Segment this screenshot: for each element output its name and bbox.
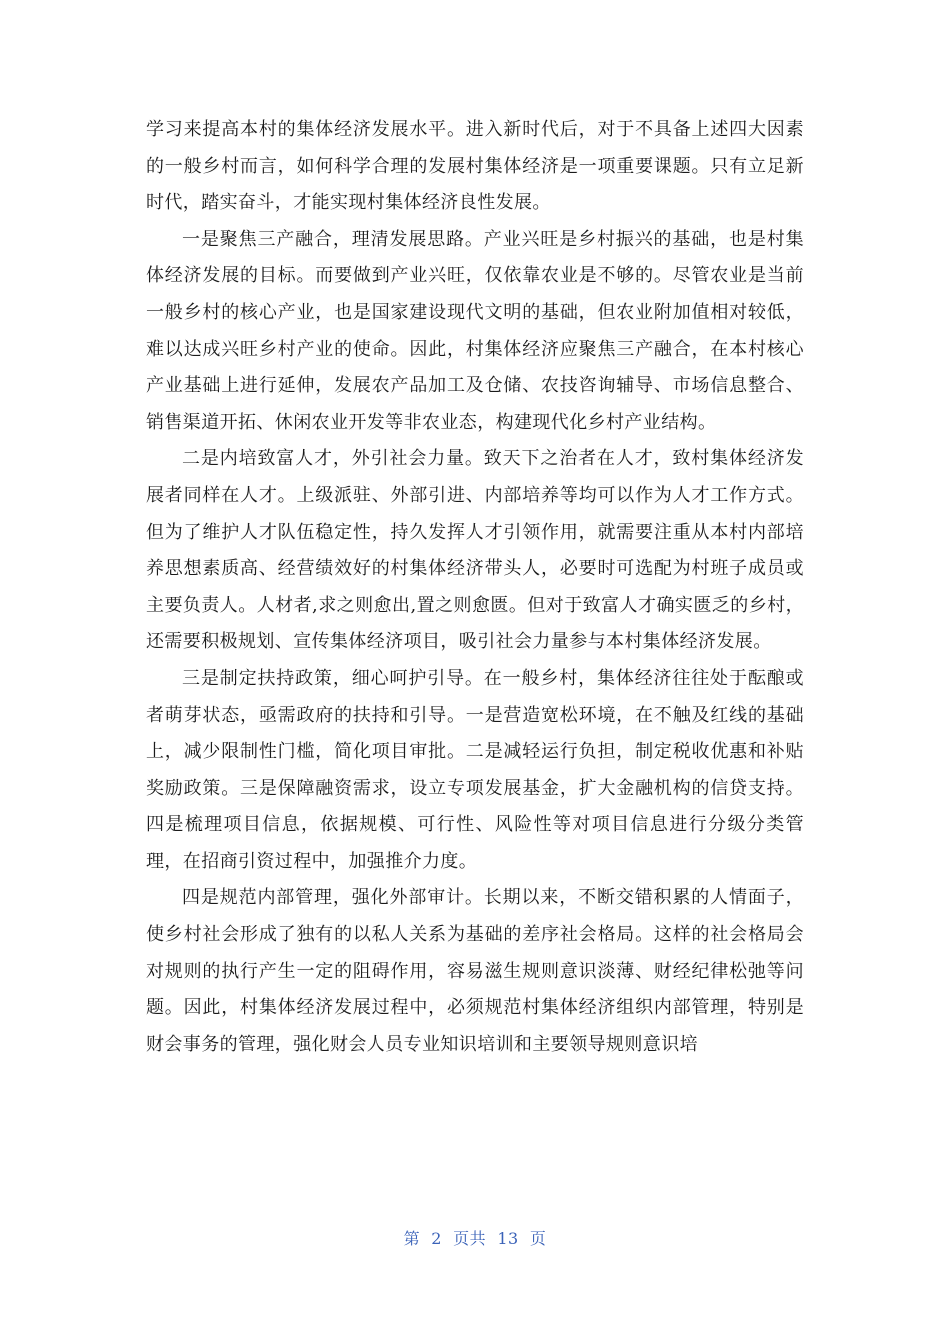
page-number-footer: 第 2 页共 13 页 [403, 1229, 547, 1248]
paragraph-point-one: 一是聚焦三产融合，理清发展思路。产业兴旺是乡村振兴的基础，也是村集体经济发展的目标。而要做到产业兴旺，仅依靠农业是不够的。尽管农业是当前一般乡村的核心产业，也是国家建设现代文明的基础，但农业附加值相对较低，难以达成兴旺乡村产业的使命。因此，村集体经济应聚焦三产融合，在本村核心产业基础上进行延伸，发展农产品加工及仓储、农技咨询辅导、市场信息整合、销售渠道开拓、休闲农业开发等非农业态，构建现代化乡村产业结构。 [146, 228, 804, 433]
document-body [146, 112, 804, 1063]
paragraph-point-four: 四是规范内部管理，强化外部审计。长期以来，不断交错积累的人情面子，使乡村社会形成了独有的以私人关系为基础的差序社会格局。这样的社会格局会对规则的执行产生一定的阻碍作用，容易滋生规则意识淡薄、财经纪律松弛等问题。因此，村集体经济发展过程中，必须规范村集体经济组织内部管理，特别是财会事务的管理，强化财会人员专业知识培训和主要领导规则意识培 [146, 887, 804, 1055]
paragraph-point-three: 三是制定扶持政策，细心呵护引导。在一般乡村，集体经济往往处于酝酿或者萌芽状态，亟需政府的扶持和引导。一是营造宽松环境，在不触及红线的基础上，减少限制性门槛，简化项目审批。二是减轻运行负担，制定税收优惠和补贴奖励政策。三是保障融资需求，设立专项发展基金，扩大金融机构的信贷支持。四是梳理项目信息，依据规模、可行性、风险性等对项目信息进行分级分类管理，在招商引资过程中，加强推介力度。 [146, 667, 804, 872]
paragraph-point-two: 二是内培致富人才，外引社会力量。致天下之治者在人才，致村集体经济发展者同样在人才。上级派驻、外部引进、内部培养等均可以作为人才工作方式。但为了维护人才队伍稳定性，持久发挥人才引领作用，就需要注重从本村内部培养思想素质高、经营绩效好的村集体经济带头人，必要时可选配为村班子成员或主要负责人。人材者,求之则愈出,置之则愈匮。但对于致富人才确实匮乏的乡村，还需要积极规划、宣传集体经济项目，吸引社会力量参与本村集体经济发展。 [146, 448, 804, 653]
paragraph-continuation: 学习来提高本村的集体经济发展水平。进入新时代后，对于不具备上述四大因素的一般乡村而言，如何科学合理的发展村集体经济是一项重要课题。只有立足新时代，踏实奋斗，才能实现村集体经济良性发展。 [146, 119, 804, 214]
